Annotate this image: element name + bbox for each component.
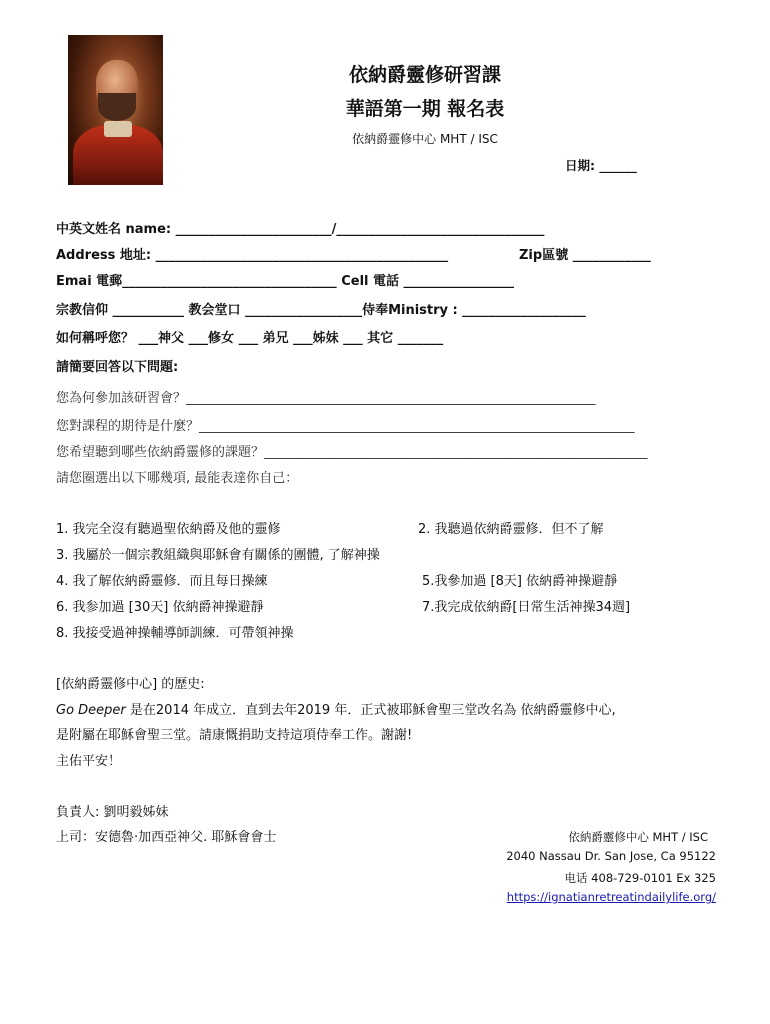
- website-link[interactable]: https://ignatianretreatindailylife.org/: [506, 890, 716, 904]
- name-field[interactable]: 中英文姓名 name: ________________________/________________________________: [56, 222, 545, 237]
- questions-intro: 請簡要回答以下問題:: [56, 360, 179, 375]
- option-2[interactable]: 2. 我聽過依納爵靈修．但不了解: [418, 522, 604, 537]
- go-deeper-text: Go Deeper: [56, 703, 126, 718]
- question-2-field[interactable]: 您對課程的期待是什麼？___________________________________________________________________: [56, 419, 635, 434]
- question-1-field[interactable]: 您為何參加該研習會？_______________________________________________________________: [56, 391, 596, 406]
- option-7[interactable]: 7.我完成依納爵[日常生活神操34週]: [422, 600, 631, 615]
- date-field[interactable]: 日期: ______: [565, 158, 637, 173]
- history-heading: [依納爵靈修中心] 的歷史:: [56, 677, 205, 692]
- option-6[interactable]: 6. 我参加過 [30天] 依納爵神操避靜: [56, 600, 264, 615]
- option-1[interactable]: 1. 我完全沒有聽過聖依納爵及他的靈修: [56, 522, 281, 537]
- history-paragraph-1-rest: 是在2014 年成立．直到去年2019 年．正式被耶穌會聖三堂改名為 依納爵靈修中心,: [125, 703, 616, 718]
- choose-intro: 請您圈選出以下哪幾項, 最能表達你自己：: [56, 471, 299, 486]
- responsible-person: 負責人: 劉明毅姊妹: [56, 805, 169, 820]
- blessing-text: 主佑平安！: [56, 754, 122, 769]
- email-cell-field[interactable]: Emai 電郵_________________________________ Cell 電話 _________________: [56, 274, 515, 289]
- option-5[interactable]: 5.我參加過 [8天] 依納爵神操避靜: [422, 574, 618, 589]
- form-title: 依納爵靈修研習課: [348, 64, 501, 86]
- option-3[interactable]: 3. 我屬於一個宗教組織與耶穌會有關係的團體, 了解神操: [56, 548, 380, 563]
- contact-address: 2040 Nassau Dr. San Jose, Ca 95122: [506, 849, 716, 863]
- zip-field[interactable]: Zip區號 ____________: [519, 248, 651, 263]
- contact-phone: 电话 408-729-0101 Ex 325: [564, 871, 716, 885]
- option-8[interactable]: 8. 我接受過神操輔導師訓練．可帶領神操: [56, 626, 294, 641]
- superior-person: 上司：安德魯·加西亞神父. 耶穌會會士: [56, 830, 277, 845]
- history-paragraph-2: 是附屬在耶穌會聖三堂。請康慨捐助支持這項侍奉工作。謝謝!: [56, 728, 413, 743]
- contact-center-name: 依納爵靈修中心 MHT / ISC: [568, 830, 708, 844]
- center-name: 依納爵靈修中心 MHT / ISC: [352, 132, 498, 146]
- question-3-field[interactable]: 您希望聽到哪些依納爵靈修的課題？___________________________________________________________: [56, 445, 648, 460]
- religion-ministry-field[interactable]: 宗教信仰 ___________ 教会堂口 __________________侍奉Ministry : ___________________: [56, 303, 586, 318]
- form-subtitle: 華語第一期 報名表: [345, 98, 505, 120]
- option-4[interactable]: 4. 我了解依納爵靈修．而且每日操練: [56, 574, 268, 589]
- title-choice-field[interactable]: 如何稱呼您？ ___神父 ___修女 ___ 弟兄 ___姊妹 ___ 其它 _______: [56, 331, 444, 346]
- saint-ignatius-portrait: [68, 35, 163, 185]
- history-paragraph-1: [56, 699, 616, 718]
- address-field[interactable]: Address 地址: _____________________________________________: [56, 248, 449, 263]
